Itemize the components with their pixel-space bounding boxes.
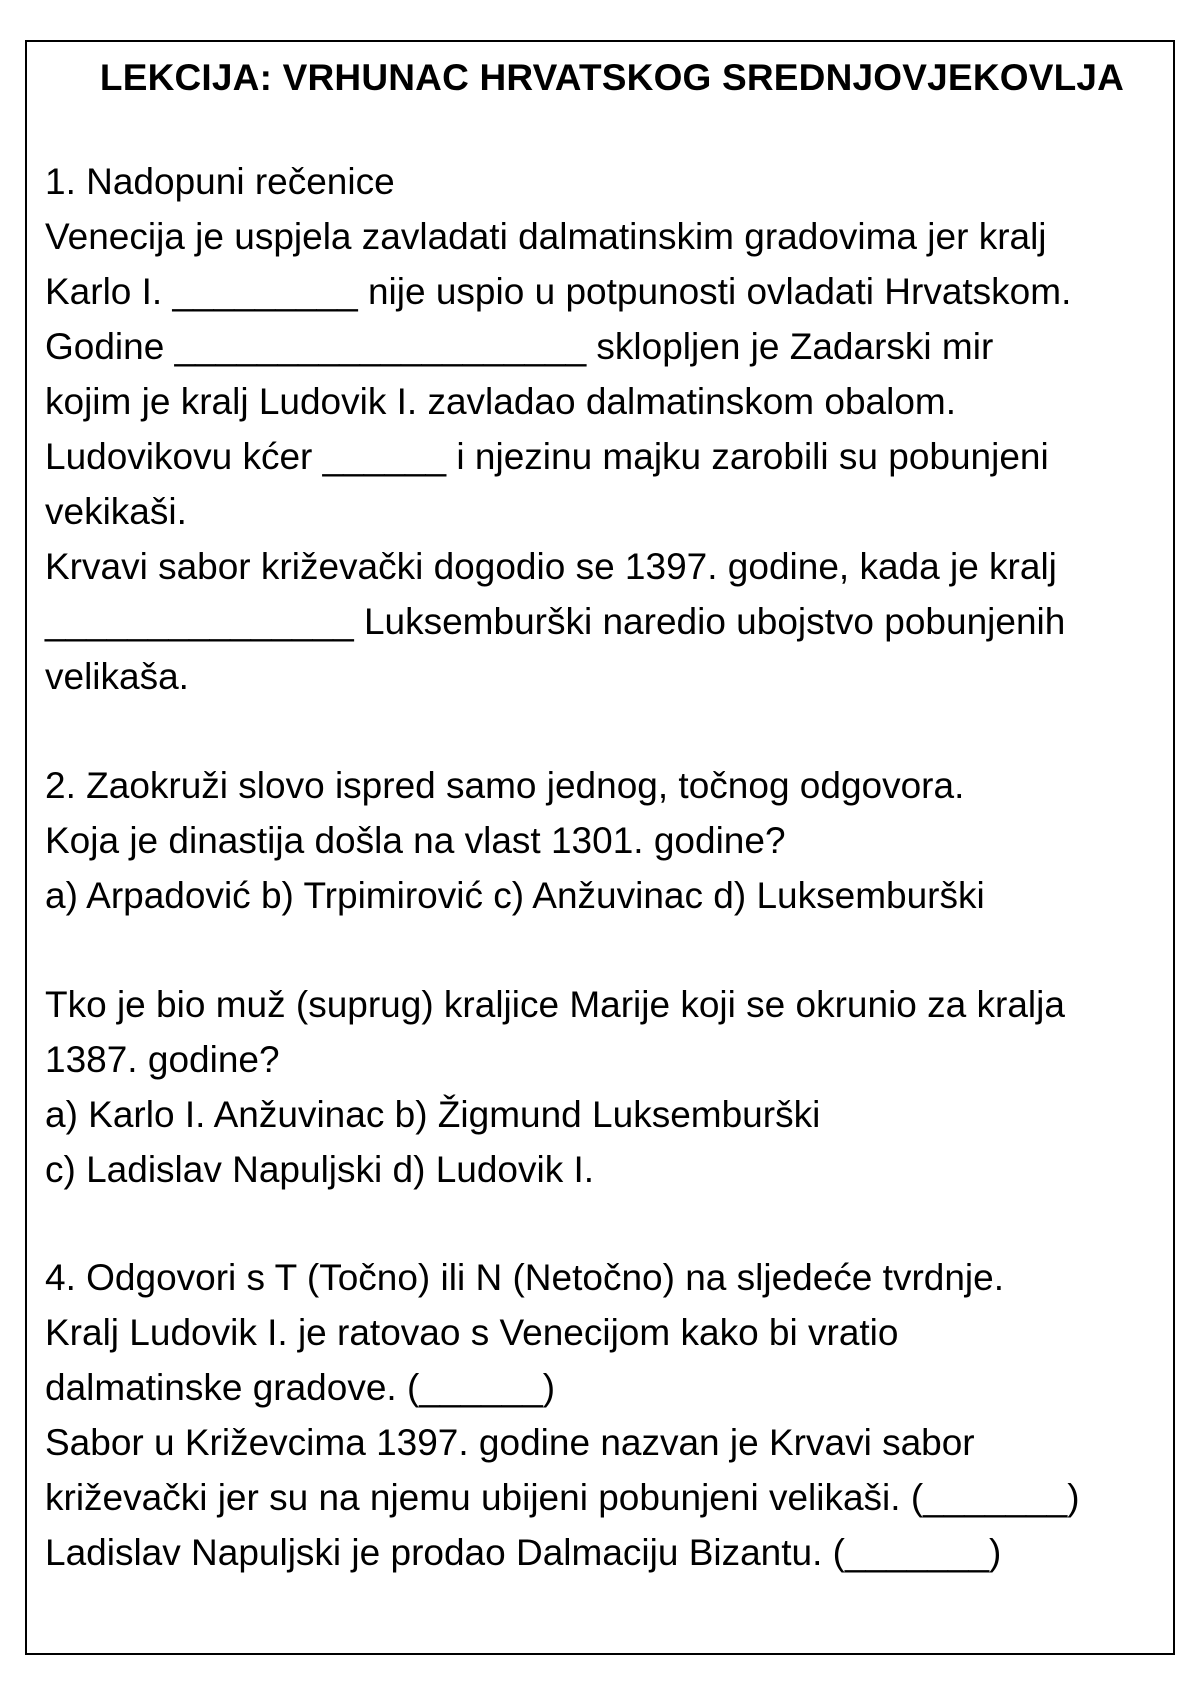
- lesson-title: LEKCIJA: VRHUNAC HRVATSKOG SREDNJOVJEKOVLJA: [99, 57, 1125, 98]
- worksheet-frame: [25, 40, 1175, 1655]
- question-text: 1387. godine?: [45, 1039, 280, 1080]
- answer-options: a) Arpadović b) Trpimirović c) Anžuvinac d) Luksemburški: [45, 875, 985, 916]
- statement-text: Ladislav Napuljski je prodao Dalmaciju Bizantu. (_______): [45, 1532, 1002, 1573]
- statement-text: Kralj Ludovik I. je ratovao s Venecijom kako bi vratio: [45, 1312, 899, 1353]
- question-text: Koja je dinastija došla na vlast 1301. godine?: [45, 820, 786, 861]
- answer-options: c) Ladislav Napuljski d) Ludovik I.: [45, 1149, 595, 1190]
- question-text: Tko je bio muž (suprug) kraljice Marije koji se okrunio za kralja: [45, 984, 1065, 1025]
- statement-text: dalmatinske gradove. (______): [45, 1367, 556, 1408]
- statement-text: Sabor u Križevcima 1397. godine nazvan je Krvavi sabor: [45, 1422, 975, 1463]
- text-line: _______________ Luksemburški naredio ubojstvo pobunjenih: [45, 601, 1066, 642]
- text-line: Karlo I. _________ nije uspio u potpunosti ovladati Hrvatskom.: [45, 271, 1072, 312]
- text-line: kojim je kralj Ludovik I. zavladao dalmatinskom obalom.: [45, 381, 957, 422]
- text-line: velikaša.: [45, 656, 189, 697]
- task-2-heading: 2. Zaokruži slovo ispred samo jednog, točnog odgovora.: [45, 765, 965, 806]
- task-1-heading: 1. Nadopuni rečenice: [45, 161, 395, 202]
- answer-options: a) Karlo I. Anžuvinac b) Žigmund Luksemburški: [45, 1094, 821, 1135]
- text-line: Godine ____________________ sklopljen je Zadarski mir: [45, 326, 994, 367]
- text-line: Venecija je uspjela zavladati dalmatinskim gradovima jer kralj: [45, 216, 1047, 257]
- statement-text: križevački jer su na njemu ubijeni pobunjeni velikaši. (_______): [45, 1477, 1080, 1518]
- task-4-heading: 4. Odgovori s T (Točno) ili N (Netočno) na sljedeće tvrdnje.: [45, 1257, 1005, 1298]
- text-line: vekikaši.: [45, 491, 187, 532]
- text-line: Krvavi sabor križevački dogodio se 1397. godine, kada je kralj: [45, 546, 1057, 587]
- text-line: Ludovikovu kćer ______ i njezinu majku zarobili su pobunjeni: [45, 436, 1049, 477]
